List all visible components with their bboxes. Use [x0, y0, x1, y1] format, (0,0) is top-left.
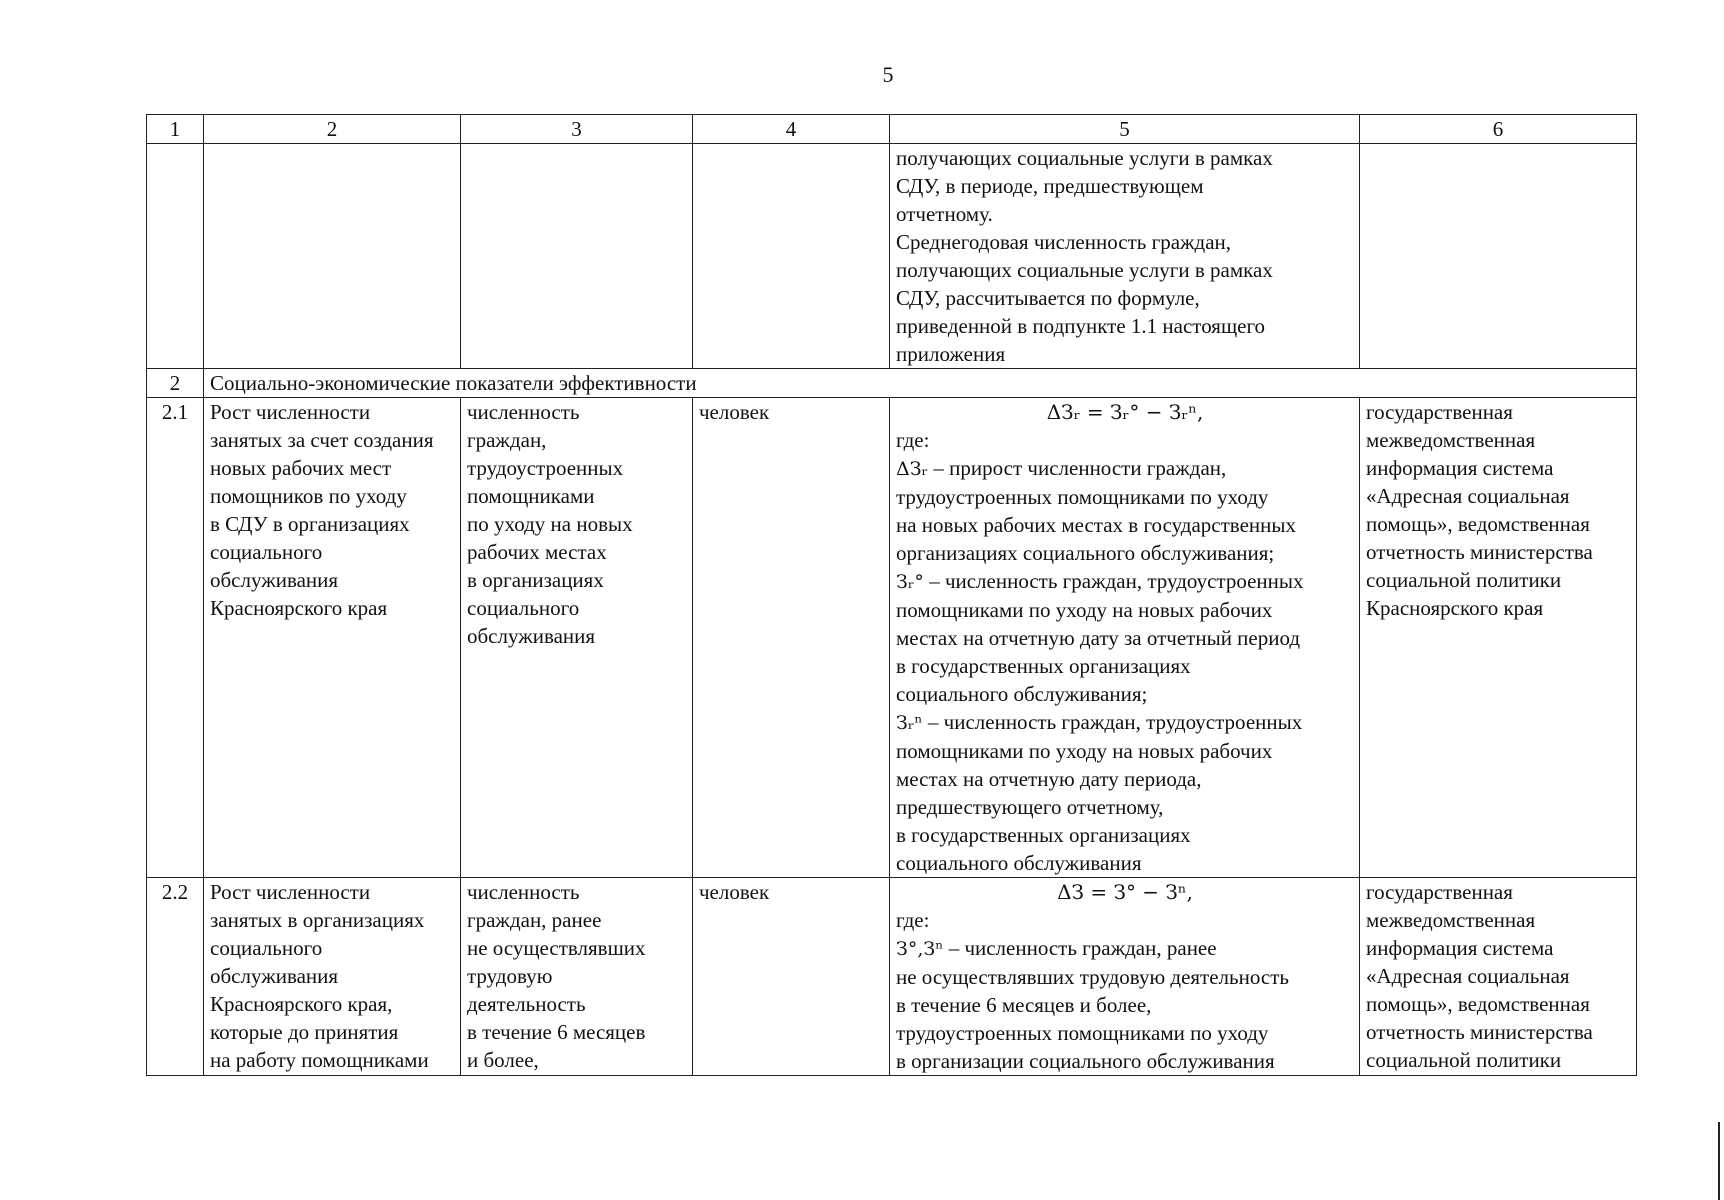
row-2-2-source: государственная межведомственная информация система «Адресная социальная помощь», ведомственная отчетность министерства социальной политики [1360, 878, 1637, 1076]
continuation-cell-method: получающих социальные услуги в рамках СДУ, в периоде, предшествующем отчетному. Среднегодовая численность граждан, получающих социальные услуги в рамках СДУ, рассчитывается по формуле, приведенной в подпункте 1.1 настоящего приложения [890, 144, 1360, 369]
row-2-1-unit: человек [693, 398, 890, 878]
continuation-cell-source [1360, 144, 1637, 369]
section-number: 2 [147, 369, 204, 398]
row-2-2-unit: человек [693, 878, 890, 1076]
row-2-2-definition: численность граждан, ранее не осуществлявших трудовую деятельность в течение 6 месяцев и более, [461, 878, 693, 1076]
row-2-1-current-symbol: Зᵣ° [896, 571, 924, 593]
row-2-1-where: где: [896, 428, 930, 452]
column-header-3: 3 [461, 115, 693, 144]
row-2-2-number: 2.2 [147, 878, 204, 1076]
continuation-cell-unit [693, 144, 890, 369]
continuation-cell-definition [461, 144, 693, 369]
section-title: Социально-экономические показатели эффективности [204, 369, 1637, 398]
table-header-row [147, 115, 1637, 144]
table-row-2-2 [147, 878, 1637, 1076]
row-2-1-formula: ΔЗᵣ = Зᵣ° − Зᵣⁿ, [1046, 400, 1204, 424]
row-2-1-method [890, 398, 1360, 878]
row-2-2-where: где: [896, 908, 930, 932]
continuation-cell-number [147, 144, 204, 369]
row-2-2-desc: – численность граждан, ранее не осуществлявших трудовую деятельность в течение 6 месяцев и более, трудоустроенных помощниками по уходу в организации социального обслуживания [896, 936, 1289, 1073]
row-2-2-symbols: З°,Зⁿ [896, 938, 944, 960]
indicators-table [146, 114, 1637, 1076]
row-2-1-source: государственная межведомственная информация система «Адресная социальная помощь», ведомственная отчетность министерства социальной политики Красноярского края [1360, 398, 1637, 878]
page-edge-mark [1718, 1122, 1720, 1200]
row-2-1-current-desc: – численность граждан, трудоустроенных помощниками по уходу на новых рабочих местах на отчетную дату за отчетный период в государственных организациях социального обслуживания; [896, 569, 1304, 706]
row-2-1-indicator: Рост численности занятых за счет создания новых рабочих мест помощников по уходу в СДУ в организациях социального обслуживания Красноярского края [204, 398, 461, 878]
column-header-1: 1 [147, 115, 204, 144]
table-row-section [147, 369, 1637, 398]
column-header-6: 6 [1360, 115, 1637, 144]
row-2-1-previous-symbol: Зᵣⁿ [896, 712, 923, 734]
column-header-4: 4 [693, 115, 890, 144]
table-row-continuation [147, 144, 1637, 369]
column-header-5: 5 [890, 115, 1360, 144]
page-number: 5 [882, 62, 894, 87]
continuation-cell-indicator [204, 144, 461, 369]
row-2-1-number: 2.1 [147, 398, 204, 878]
row-2-1-delta-desc: – прирост численности граждан, трудоустроенных помощниками по уходу на новых рабочих местах в государственных организациях социального обслуживания; [896, 456, 1296, 565]
row-2-2-method [890, 878, 1360, 1076]
row-2-1-definition: численность граждан, трудоустроенных помощниками по уходу на новых рабочих местах в организациях социального обслуживания [461, 398, 693, 878]
row-2-1-previous-desc: – численность граждан, трудоустроенных помощниками по уходу на новых рабочих местах на отчетную дату периода, предшествующего отчетному, в государственных организациях социального обслуживания [896, 710, 1303, 875]
column-header-2: 2 [204, 115, 461, 144]
row-2-2-formula: ΔЗ = З° − Зⁿ, [1057, 880, 1193, 904]
table-row-2-1 [147, 398, 1637, 878]
row-2-2-indicator: Рост численности занятых в организациях социального обслуживания Красноярского края, которые до принятия на работу помощниками [204, 878, 461, 1076]
row-2-1-delta-symbol: ΔЗᵣ [896, 458, 929, 480]
